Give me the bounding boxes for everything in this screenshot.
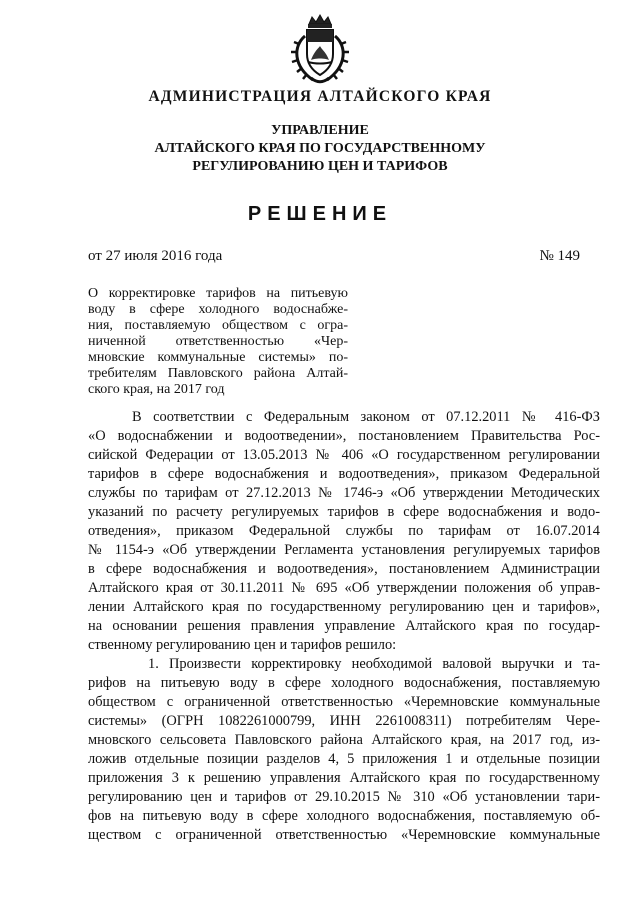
subject-line: воду в сфере холодного водоснабже- bbox=[88, 302, 348, 317]
body-line: рифов на питьевую воду в сфере холодного водоснабжения, поставляемую bbox=[88, 675, 600, 691]
department-line: АЛТАЙСКОГО КРАЯ ПО ГОСУДАРСТВЕННОМУ bbox=[154, 141, 486, 156]
administration-title: АДМИНИСТРАЦИЯ АЛТАЙСКОГО КРАЯ bbox=[148, 88, 492, 105]
body-line: указаний по расчету регулируемых тарифов в сфере водоснабжения и водо- bbox=[88, 504, 600, 520]
subject-line: ния, поставляемую обществом с огра- bbox=[88, 318, 348, 333]
subject-line: мновские коммунальные системы» по- bbox=[88, 350, 348, 365]
body-line: ственному регулированию цен и тарифов решило: bbox=[88, 637, 397, 653]
body-line: отведения», приказом Федеральной службы по тарифам от 16.07.2014 bbox=[88, 523, 600, 539]
body-line: «О водоснабжении и водоотведении», постановлением Правительства Рос- bbox=[88, 428, 600, 444]
body-line: Алтайского края от 30.11.2011 № 695 «Об утверждении положения об управ- bbox=[88, 580, 600, 596]
body-line: регулированию цен и тарифов от 29.10.2015 № 310 «Об установлении тари- bbox=[88, 789, 600, 805]
body-line: системы» (ОГРН 1082261000799, ИНН 2261008311) потребителям Чере- bbox=[88, 713, 600, 729]
body-line: службы по тарифам от 27.12.2013 № 1746-э «Об утверждении Методических bbox=[88, 485, 600, 501]
subject-line: ниченной ответственностью «Чер- bbox=[88, 334, 348, 349]
altai-coat-of-arms-icon bbox=[285, 14, 355, 86]
department-line: РЕГУЛИРОВАНИЮ ЦЕН И ТАРИФОВ bbox=[192, 159, 448, 174]
body-line: сийской Федерации от 13.05.2013 № 406 «О государственном регулировании bbox=[88, 447, 600, 463]
subject-line: ского края, на 2017 год bbox=[88, 382, 225, 397]
body-line: фов на питьевую воду в сфере холодного водоснабжения, поставляемую об- bbox=[88, 808, 600, 824]
emblem-graphic bbox=[285, 14, 355, 86]
body-line: лении Алтайского края по государственному регулированию цен и тарифов», bbox=[88, 599, 600, 615]
body-line: ществом с ограниченной ответственностью «Черемновские коммунальные bbox=[88, 827, 600, 843]
body-line: в сфере водоснабжения и водоотведения», постановлением Администрации bbox=[88, 561, 600, 577]
decision-number: № 149 bbox=[539, 248, 580, 264]
decision-date: от 27 июля 2016 года bbox=[88, 248, 223, 264]
decision-body bbox=[88, 408, 600, 845]
decision-subject bbox=[88, 286, 348, 398]
document-type-heading: РЕШЕНИЕ bbox=[247, 203, 393, 225]
body-line: тарифов в сфере водоснабжения и водоотведения», приказом Федеральной bbox=[88, 466, 600, 482]
body-line: В соответствии с Федеральным законом от 07.12.2011 № 416-ФЗ bbox=[132, 409, 600, 425]
body-line: № 1154-э «Об утверждении Регламента установления регулируемых тарифов bbox=[88, 542, 600, 558]
body-line: обществом с ограниченной ответственностью «Черемновские коммунальные bbox=[88, 694, 600, 710]
department-title bbox=[0, 122, 640, 176]
body-line: 1. Произвести корректировку необходимой валовой выручки и та- bbox=[148, 656, 600, 672]
body-line: на основании решения правления управление Алтайского края по государ- bbox=[88, 618, 600, 634]
subject-line: требителям Павловского района Алтай- bbox=[88, 366, 348, 381]
body-line: мновского сельсовета Павловского района Алтайского края, на 2017 год, из- bbox=[88, 732, 600, 748]
body-line: ложив отдельные позиции разделов 4, 5 приложения 1 и отдельные позиции bbox=[88, 751, 600, 767]
body-line: приложения 3 к решению управления Алтайского края по государственному bbox=[88, 770, 600, 786]
subject-line: О корректировке тарифов на питьевую bbox=[88, 286, 348, 301]
department-line: УПРАВЛЕНИЕ bbox=[271, 123, 369, 138]
